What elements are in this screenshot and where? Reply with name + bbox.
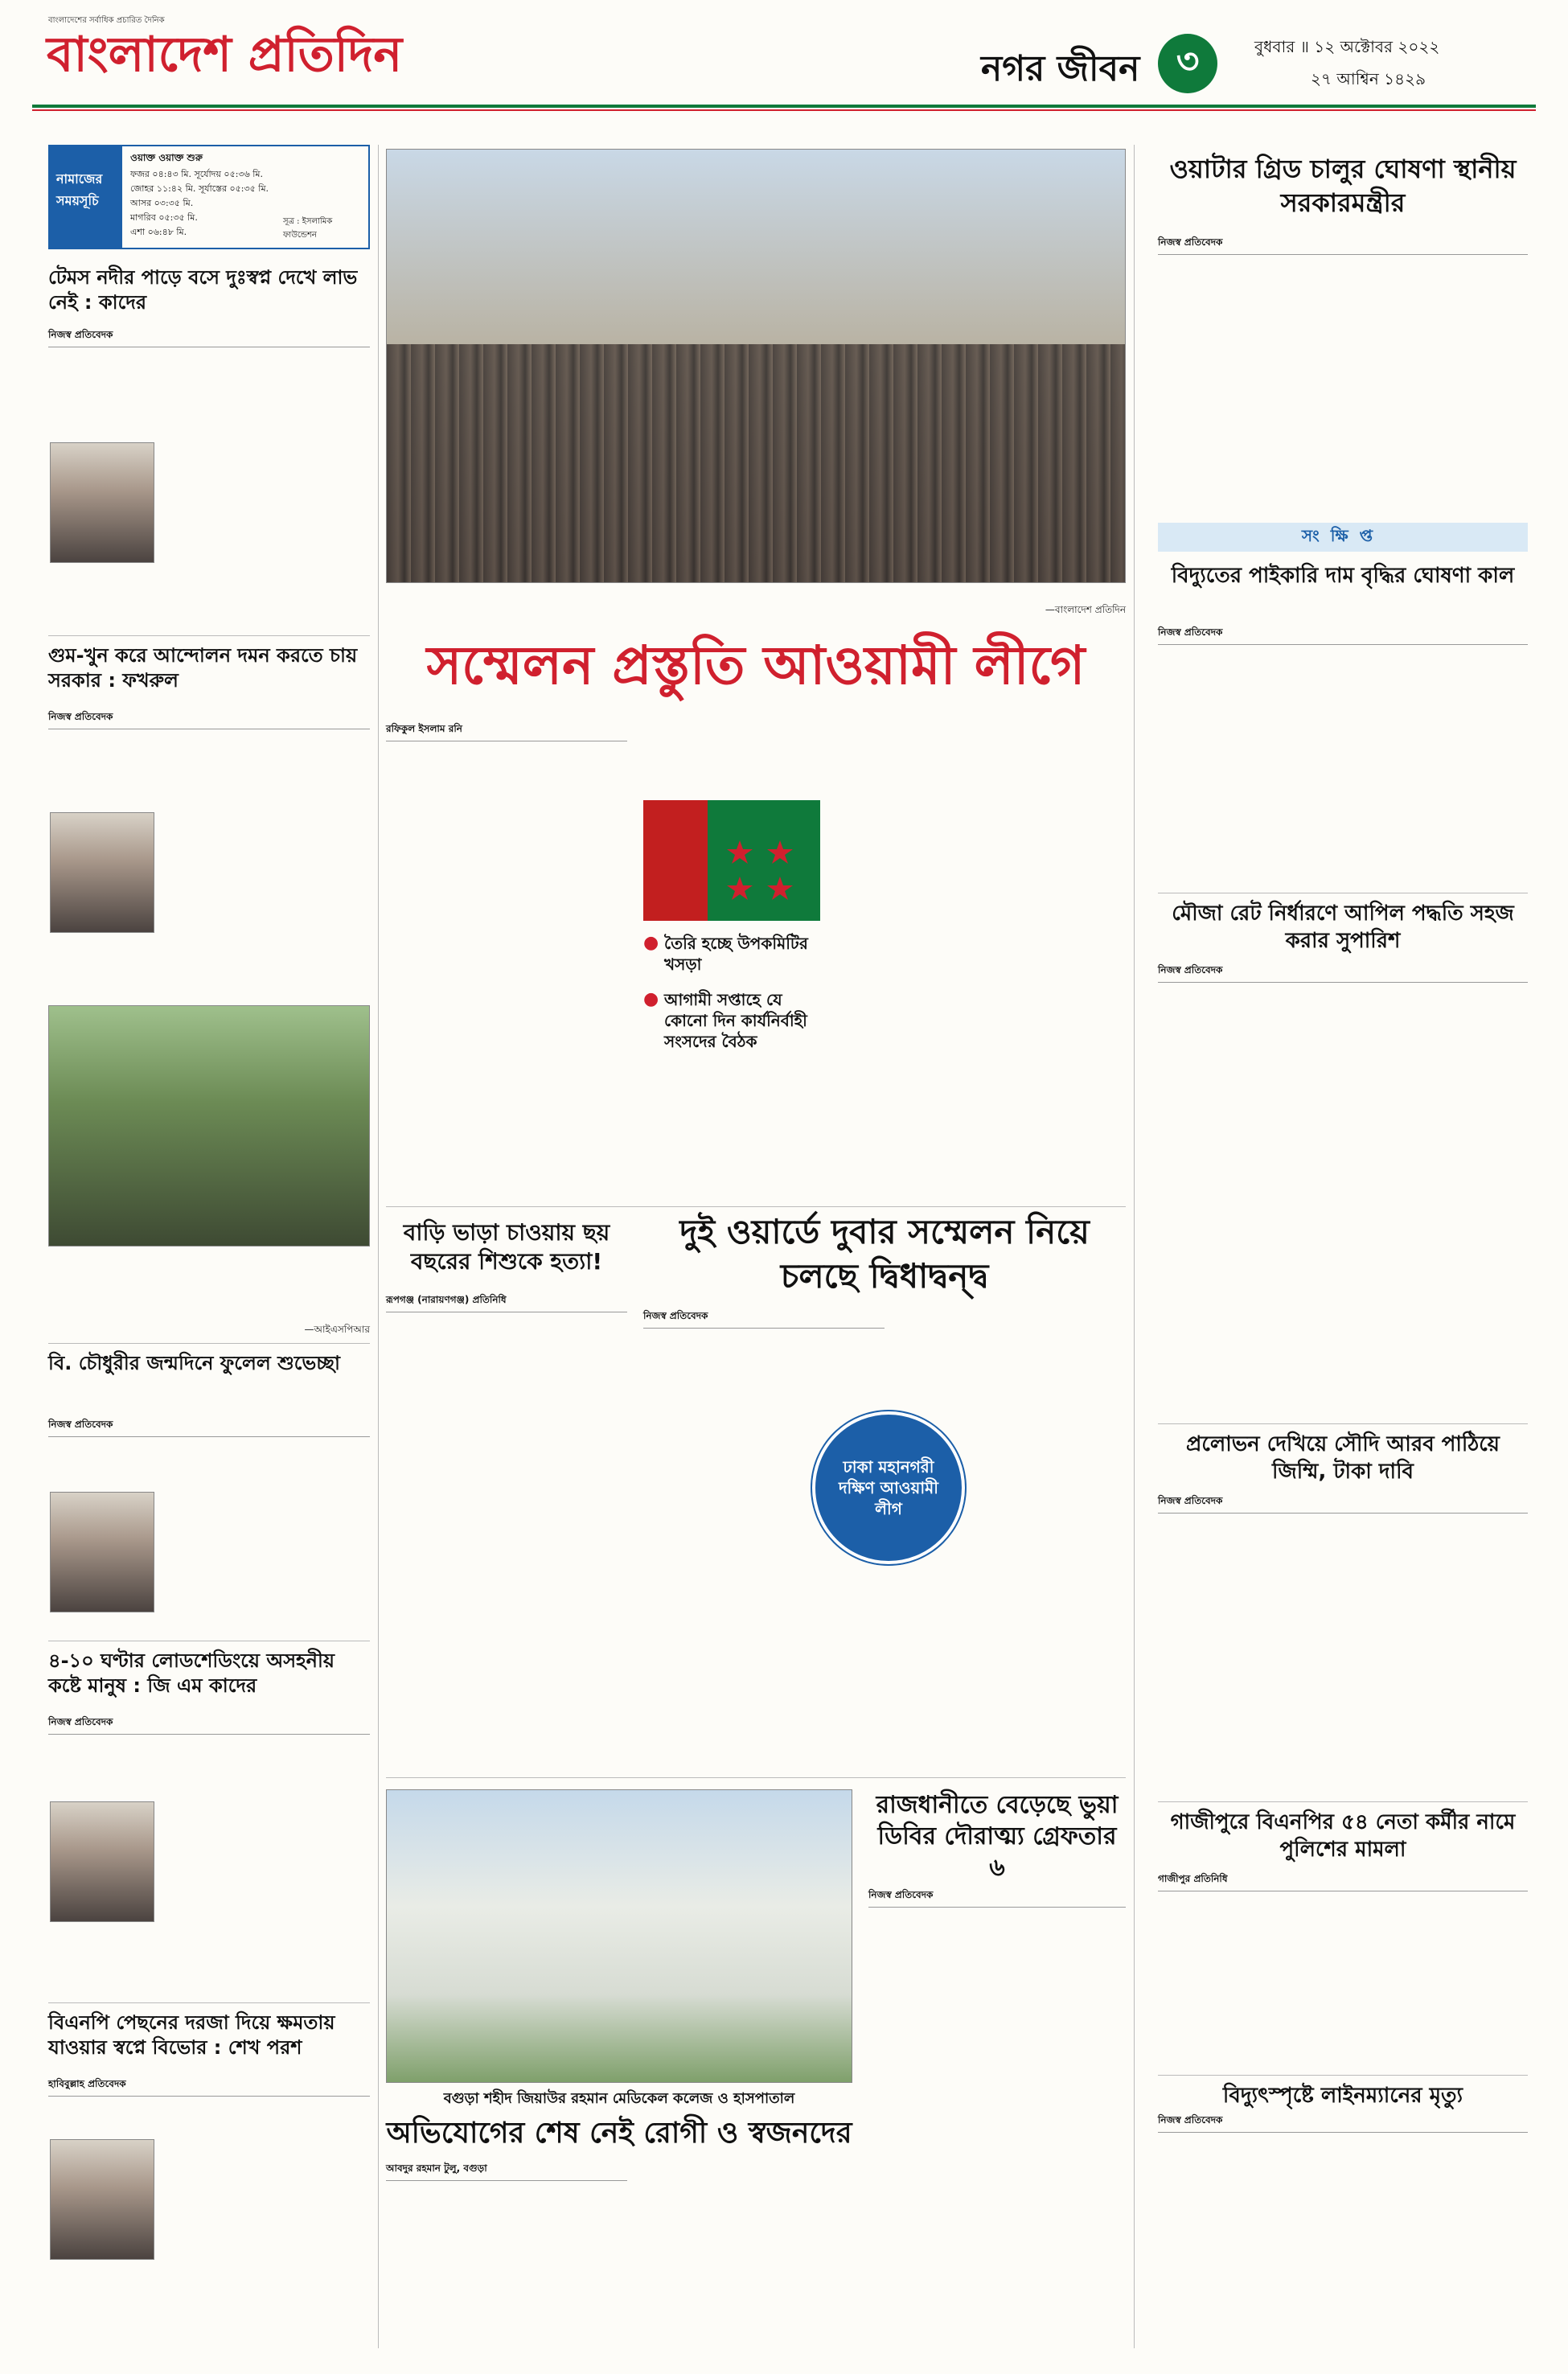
- photo-sheikh-parash: [50, 2139, 154, 2260]
- byline-water-grid: নিজস্ব প্রতিবেদক: [1158, 233, 1528, 255]
- divider: [1158, 2075, 1528, 2076]
- headline-rent: বাড়ি ভাড়া চাওয়ায় ছয় বছরের শিশুকে হত্যা!: [403, 1219, 610, 1275]
- divider: [48, 635, 370, 636]
- headline-brief-4: গাজীপুরে বিএনপির ৫৪ নেতা কর্মীর নামে পুলিশের মামলা: [1170, 1810, 1516, 1862]
- credit-main-photo: —বাংলাদেশ প্রতিদিন: [1045, 604, 1126, 615]
- byline-brief-5: নিজস্ব প্রতিবেদক: [1158, 2111, 1528, 2133]
- divider: [48, 2002, 370, 2003]
- divider: [1158, 1801, 1528, 1802]
- section-title: নগর জীবন: [981, 48, 1140, 89]
- byline-fake-db: নিজস্ব প্রতিবেদক: [868, 1886, 1126, 1908]
- column-rule: [378, 145, 379, 2348]
- masthead-rule-red: [32, 109, 1536, 111]
- headline-fake-db: রাজধানীতে বেড়েছে ভুয়া ডিবির দৌরাত্ম্য গ্রেফতার ৬: [876, 1791, 1119, 1882]
- headline-brief-2: মৌজা রেট নির্ধারণে আপিল পদ্ধতি সহজ করার সুপারিশ: [1172, 902, 1514, 953]
- headline-bnp-door: বিএনপি পেছনের দরজা দিয়ে ক্ষমতায় যাওয়ার স্বপ্নে বিভোর : শেখ পরশ: [48, 2011, 335, 2060]
- byline-conference: রফিকুল ইসলাম রনি: [386, 720, 627, 741]
- byline-brief-3: নিজস্ব প্রতিবেদক: [1158, 1492, 1528, 1514]
- prayer-row: আসর ০৩:৩৫ মি.: [130, 198, 194, 208]
- prayer-row: এশা ০৬:৪৮ মি.: [130, 227, 187, 237]
- ward-badge: [812, 1411, 965, 1564]
- prayer-row: মাগরিব ০৫:৩৫ মি.: [130, 212, 198, 223]
- bullet-icon: ●: [643, 933, 659, 953]
- prayer-header: ওয়াক্ত ওয়াক্ত শুরু: [130, 152, 203, 163]
- masthead-rule: [32, 105, 1536, 108]
- divider: [386, 1777, 1126, 1778]
- headline-birthday: বি. চৌধুরীর জন্মদিনে ফুলেল শুভেচ্ছা: [48, 1352, 340, 1374]
- headline-water-grid: ওয়াটার গ্রিড চালুর ঘোষণা স্থানীয় সরকারমন্ত্রীর: [1169, 154, 1517, 218]
- headline-brief-3: প্রলোভন দেখিয়ে সৌদি আরব পাঠিয়ে জিম্মি, টাকা দাবি: [1186, 1432, 1500, 1484]
- prayer-source: সূত্র : ইসলামিক ফাউন্ডেশন: [283, 217, 333, 240]
- headline-medical: অভিযোগের শেষ নেই রোগী ও স্বজনদের: [386, 2117, 852, 2150]
- page-number-badge: [1158, 34, 1217, 93]
- bullet-2: আগামী সপ্তাহে যে কোনো দিন কার্যনির্বাহী সংসদের বৈঠক: [664, 990, 807, 1051]
- byline-birthday: নিজস্ব প্রতিবেদক: [48, 1415, 370, 1437]
- masthead-logo: বাংলাদেশ প্রতিদিন: [47, 27, 403, 83]
- prayer-row: ফজর ০৪:৪৩ মি. সূর্যোদয় ০৫:৩৬ মি.: [130, 169, 263, 179]
- photo-obaidul-quader: [50, 442, 154, 563]
- photo-crowd-overlay: [387, 344, 1125, 582]
- divider: [386, 1206, 1126, 1207]
- byline-brief-1: নিজস্ব প্রতিবেদক: [1158, 623, 1528, 645]
- headline-wards: দুই ওয়ার্ডে দুবার সম্মেলন নিয়ে চলছে দ্বিধাদ্বন্দ্ব: [679, 1212, 1090, 1296]
- bullet-1: তৈরি হচ্ছে উপকমিটির খসড়া: [664, 934, 808, 974]
- byline-rent: রূপগঞ্জ (নারায়ণগঞ্জ) প্রতিনিধি: [386, 1291, 627, 1312]
- photo-b-chowdhury: [50, 1492, 154, 1612]
- byline-bnp-door: হাবিবুল্লাহ প্রতিবেদক: [48, 2075, 370, 2097]
- brief-banner: [1158, 523, 1528, 552]
- headline-loadshedding: ৪-১০ ঘণ্টার লোডশেডিংয়ে অসহনীয় কষ্টে মানুষ : জি এম কাদের: [48, 1649, 335, 1698]
- byline-loadshedding: নিজস্ব প্রতিবেদক: [48, 1713, 370, 1735]
- prayer-row: জোহর ১১:৪২ মি. সূর্যাস্তের ০৫:৩৫ মি.: [130, 183, 269, 194]
- headline-fakhrul: গুম-খুন করে আন্দোলন দমন করতে চায় সরকার : ফখরুল: [48, 644, 358, 692]
- credit-army-ceremony: —আইএসপিআর: [304, 1324, 370, 1335]
- byline-brief-4: গাজীপুর প্রতিনিধি: [1158, 1870, 1528, 1891]
- masthead-tagline: বাংলাদেশের সর্বাধিক প্রচারিত দৈনিক: [48, 16, 165, 25]
- headline-brief-1: বিদ্যুতের পাইকারি দাম বৃদ্ধির ঘোষণা কাল: [1171, 564, 1515, 588]
- divider: [1158, 1423, 1528, 1424]
- date-bangla: ২৭ আশ্বিন ১৪২৯: [1311, 69, 1426, 88]
- byline-brief-2: নিজস্ব প্রতিবেদক: [1158, 961, 1528, 983]
- byline-thames: নিজস্ব প্রতিবেদক: [48, 326, 370, 347]
- column-rule: [1134, 145, 1135, 2348]
- kicker-medical: বগুড়া শহীদ জিয়াউর রহমান মেডিকেল কলেজ ও হাসপাতাল: [443, 2090, 795, 2107]
- prayer-title: নামাজের সময়সূচি: [50, 146, 122, 248]
- byline-fakhrul: নিজস্ব প্রতিবেদক: [48, 708, 370, 729]
- headline-brief-5: বিদ্যুৎস্পৃষ্টে লাইনম্যানের মৃত্যু: [1222, 2084, 1463, 2108]
- date-english: বুধবার ॥ ১২ অক্টোবর ২০২২: [1254, 37, 1440, 56]
- photo-main-protest: [386, 149, 1126, 583]
- prayer-box: [48, 145, 370, 249]
- divider: [48, 1343, 370, 1344]
- masthead: [0, 0, 1568, 145]
- ward-badge-text: ঢাকা মহানগরী দক্ষিণ আওয়ামী লীগ: [839, 1457, 938, 1518]
- headline-conference: সম্মেলন প্রস্তুতি আওয়ামী লীগে: [426, 635, 1086, 696]
- bullet-icon: ●: [643, 989, 659, 1009]
- byline-medical: আবদুর রহমান টুলু, বগুড়া: [386, 2159, 627, 2181]
- photo-fakhrul: [50, 812, 154, 933]
- byline-wards: নিজস্ব প্রতিবেদক: [643, 1307, 885, 1329]
- photo-medical-college: [386, 1789, 852, 2083]
- brief-label: সংক্ষিপ্ত: [1301, 525, 1385, 545]
- flag-graphic: [643, 800, 820, 921]
- photo-gm-quader: [50, 1801, 154, 1922]
- photo-army-ceremony: [48, 1005, 370, 1247]
- page-number: ৩: [1176, 40, 1200, 82]
- bullet-box: [643, 933, 820, 1052]
- headline-thames: টেমস নদীর পাড়ে বসে দুঃস্বপ্ন দেখে লাভ নেই : কাদের: [48, 266, 358, 314]
- flag-stars: [643, 800, 820, 921]
